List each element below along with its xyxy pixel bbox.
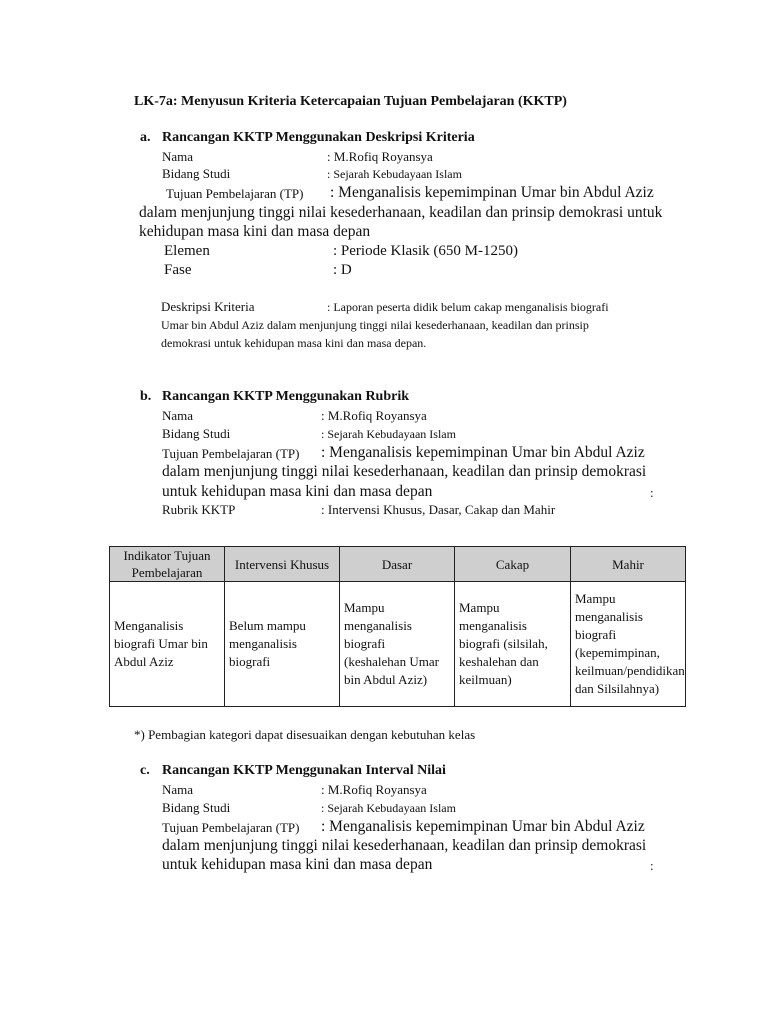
section-b-nama-label: Nama <box>162 408 194 423</box>
section-b-rubrik-label: Rubrik KKTP <box>162 502 236 517</box>
section-c-bidang-value: : Sejarah Kebudayaan Islam <box>321 801 456 815</box>
section-c-tp-line2: dalam menjunjung tinggi nilai kesederhanaan, keadilan dan prinsip demokrasi <box>162 837 647 854</box>
section-a-nama-value: : M.Rofiq Royansya <box>327 149 433 164</box>
rubric-cell-dasar: Mampu menganalisis biografi (keshalehan Umar bin Abdul Aziz) <box>340 582 455 707</box>
section-b-nama-value: : M.Rofiq Royansya <box>321 408 427 423</box>
section-a-tp-line1: : Menganalisis kepemimpinan Umar bin Abdul Aziz <box>330 184 654 201</box>
section-a-elemen-value: : Periode Klasik (650 M-1250) <box>333 243 518 259</box>
section-c-marker: c. <box>140 763 150 778</box>
section-a-marker: a. <box>140 130 151 145</box>
rubric-header-cakap: Cakap <box>455 547 571 582</box>
rubric-header-intervensi: Intervensi Khusus <box>225 547 340 582</box>
section-b-tp-trailing-colon: : <box>650 485 654 500</box>
section-a-deskripsi-line3: demokrasi untuk kehidupan masa kini dan masa depan. <box>161 336 427 350</box>
section-b-bidang-label: Bidang Studi <box>162 426 231 441</box>
section-a-fase-value: : D <box>333 262 352 278</box>
section-a-elemen-label: Elemen <box>164 243 210 259</box>
section-c-tp-line1: : Menganalisis kepemimpinan Umar bin Abdul Aziz <box>321 818 645 835</box>
section-a-deskripsi-label: Deskripsi Kriteria <box>161 299 255 314</box>
rubric-header-indikator: Indikator Tujuan Pembelajaran <box>110 547 225 582</box>
section-c-nama-label: Nama <box>162 782 194 797</box>
section-a-tp-line2: dalam menjunjung tinggi nilai kesederhanaan, keadilan dan prinsip demokrasi untuk <box>139 204 663 221</box>
section-b-marker: b. <box>140 389 152 404</box>
table-row <box>110 582 686 707</box>
section-a-nama-label: Nama <box>162 149 194 164</box>
section-a-tp-label: Tujuan Pembelajaran (TP) <box>166 186 304 201</box>
rubric-header-mahir: Mahir <box>571 547 686 582</box>
rubric-header-dasar: Dasar <box>340 547 455 582</box>
rubric-cell-cakap: Mampu menganalisis biografi (silsilah, keshalehan dan keilmuan) <box>455 582 571 707</box>
rubric-header-row <box>110 547 686 582</box>
section-c-heading: Rancangan KKTP Menggunakan Interval Nilai <box>162 763 446 778</box>
rubric-cell-intervensi: Belum mampu menganalisis biografi <box>225 582 340 707</box>
section-b-tp-line2: dalam menjunjung tinggi nilai kesederhanaan, keadilan dan prinsip demokrasi <box>162 463 647 480</box>
section-b-tp-label: Tujuan Pembelajaran (TP) <box>162 446 300 461</box>
section-c-tp-trailing-colon: : <box>650 858 654 873</box>
section-b-tp-line1: : Menganalisis kepemimpinan Umar bin Abdul Aziz <box>321 444 645 461</box>
section-a-deskripsi-line1: : Laporan peserta didik belum cakap menganalisis biografi <box>327 300 609 314</box>
section-c-tp-label: Tujuan Pembelajaran (TP) <box>162 820 300 835</box>
section-a-deskripsi-line2: Umar bin Abdul Aziz dalam menjunjung tinggi nilai kesederhanaan, keadilan dan prinsip <box>161 318 589 332</box>
section-a-bidang-value: : Sejarah Kebudayaan Islam <box>327 167 462 181</box>
section-b-bidang-value: : Sejarah Kebudayaan Islam <box>321 427 456 441</box>
section-c-tp-line3: untuk kehidupan masa kini dan masa depan <box>162 856 433 873</box>
section-c-bidang-label: Bidang Studi <box>162 800 231 815</box>
section-b-tp-line3: untuk kehidupan masa kini dan masa depan <box>162 483 433 500</box>
rubric-cell-mahir: Mampu menganalisis biografi (kepemimpinan, keilmuan/pendidikan dan Silsilahnya) <box>571 582 686 707</box>
section-c-nama-value: : M.Rofiq Royansya <box>321 782 427 797</box>
document-title: LK-7a: Menyusun Kriteria Ketercapaian Tujuan Pembelajaran (KKTP) <box>134 94 567 109</box>
section-b-rubrik-value: : Intervensi Khusus, Dasar, Cakap dan Mahir <box>321 502 556 517</box>
section-a-heading: Rancangan KKTP Menggunakan Deskripsi Kriteria <box>162 130 475 145</box>
section-a-bidang-label: Bidang Studi <box>162 166 231 181</box>
section-a-fase-label: Fase <box>164 262 192 278</box>
rubric-footnote: *) Pembagian kategori dapat disesuaikan dengan kebutuhan kelas <box>134 727 476 742</box>
rubric-cell-indikator: Menganalisis biografi Umar bin Abdul Aziz <box>110 582 225 707</box>
section-b-heading: Rancangan KKTP Menggunakan Rubrik <box>162 389 410 404</box>
rubric-table <box>109 546 686 707</box>
section-a-tp-line3: kehidupan masa kini dan masa depan <box>139 223 371 240</box>
